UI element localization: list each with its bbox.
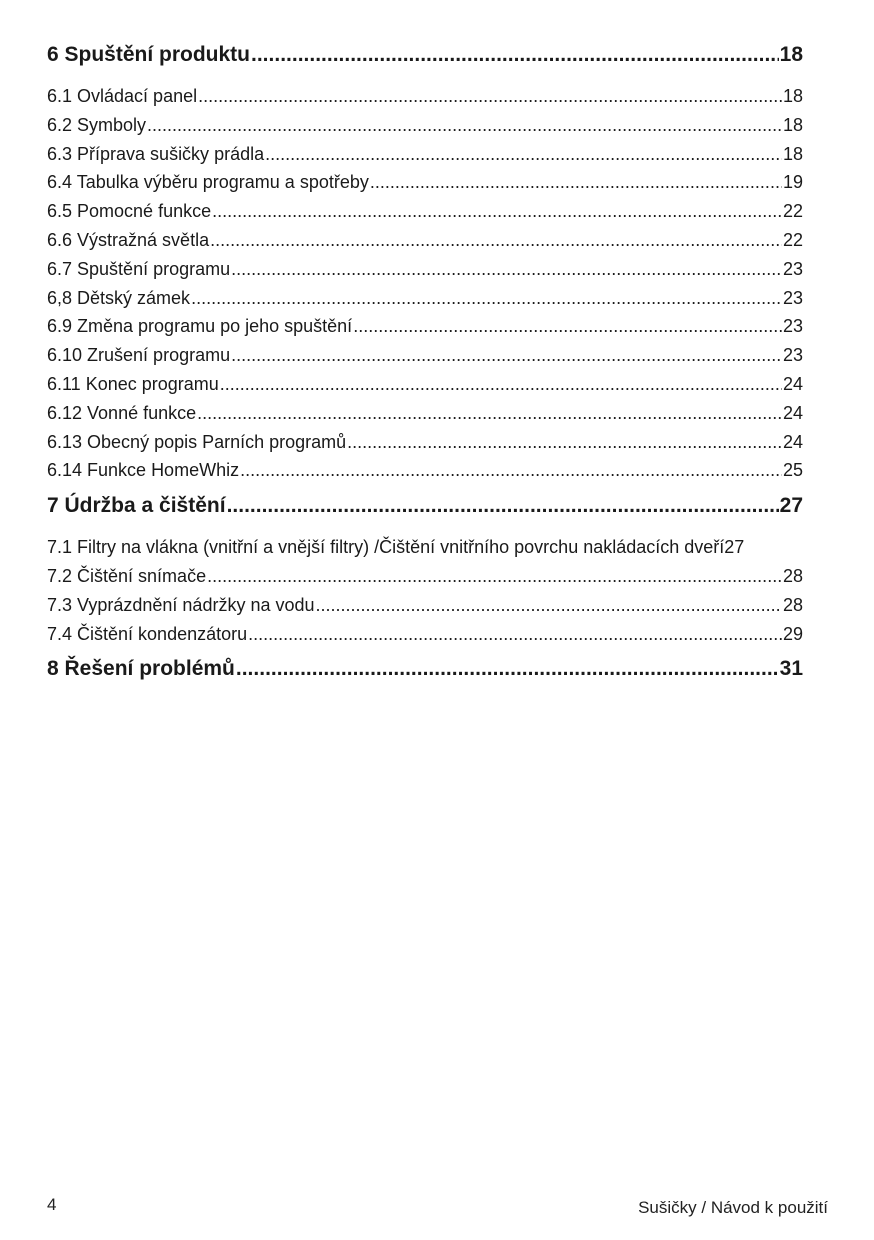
- toc-item-title: 6.10 Zrušení programu: [47, 345, 231, 366]
- toc-page-number: 18: [782, 114, 803, 135]
- table-of-contents: [47, 40, 803, 684]
- toc-item-6-2[interactable]: [47, 111, 803, 140]
- toc-item-title: 7.2 Čištění snímače: [47, 565, 207, 586]
- toc-page-number: 29: [782, 623, 803, 644]
- toc-item-6-4[interactable]: [47, 168, 803, 197]
- toc-chapter-8[interactable]: [47, 654, 803, 684]
- toc-page-number: 22: [782, 229, 803, 250]
- dot-leader: [207, 562, 782, 591]
- toc-page-number: 23: [782, 345, 803, 366]
- toc-item-6-9[interactable]: [47, 312, 803, 341]
- toc-page-number: 25: [782, 460, 803, 481]
- toc-page-number: 24: [782, 431, 803, 452]
- toc-item-6-6[interactable]: [47, 226, 803, 255]
- dot-leader: [251, 40, 779, 70]
- toc-page-number: 31: [779, 657, 803, 681]
- dot-leader: [197, 399, 782, 428]
- toc-item-title: 6.4 Tabulka výběru programu a spotřeby: [47, 172, 369, 193]
- toc-page-number: 28: [782, 565, 803, 586]
- toc-item-7-1[interactable]: [47, 533, 803, 562]
- dot-leader: [198, 82, 782, 111]
- toc-item-title: 6.13 Obecný popis Parních programů: [47, 431, 347, 452]
- dot-leader: [212, 197, 782, 226]
- toc-item-6-11[interactable]: [47, 370, 803, 399]
- toc-chapter-title: 8 Řešení problémů: [47, 657, 235, 681]
- toc-page-number: 24: [782, 402, 803, 423]
- dot-leader: [316, 591, 782, 620]
- toc-item-title: 6.14 Funkce HomeWhiz: [47, 460, 240, 481]
- toc-item-6-1[interactable]: [47, 82, 803, 111]
- toc-item-title: 6.7 Spuštění programu: [47, 258, 231, 279]
- toc-page-number: 23: [782, 287, 803, 308]
- toc-item-title: 6.12 Vonné funkce: [47, 402, 197, 423]
- toc-item-title: 7.3 Vyprázdnění nádržky na vodu: [47, 594, 315, 615]
- toc-item-title: 6.11 Konec programu: [47, 373, 219, 394]
- toc-item-6-10[interactable]: [47, 341, 803, 370]
- toc-item-title: 7.4 Čištění kondenzátoru: [47, 623, 248, 644]
- toc-item-7-4[interactable]: [47, 620, 803, 649]
- toc-item-title: 7.1 Filtry na vlákna (vnitřní a vnější filtry) /Čištění vnitřního povrchu nakládacích dveří: [47, 537, 725, 558]
- toc-item-title: 6.9 Změna programu po jeho spuštění: [47, 316, 353, 337]
- dot-leader: [347, 428, 782, 457]
- dot-leader: [248, 620, 782, 649]
- dot-leader: [370, 168, 782, 197]
- toc-item-6-8[interactable]: [47, 284, 803, 313]
- footer-page-number: 4: [47, 1195, 57, 1214]
- dot-leader: [231, 341, 782, 370]
- toc-item-7-2[interactable]: [47, 562, 803, 591]
- toc-item-title: 6.3 Příprava sušičky prádla: [47, 143, 265, 164]
- toc-chapter-6[interactable]: [47, 40, 803, 70]
- toc-page-number: 22: [782, 201, 803, 222]
- toc-page-number: 18: [779, 43, 803, 66]
- toc-chapter-title: 7 Údržba a čištění: [47, 494, 226, 518]
- toc-page-number: 19: [782, 172, 803, 193]
- toc-item-title: 6.1 Ovládací panel: [47, 86, 198, 106]
- toc-item-6-7[interactable]: [47, 255, 803, 284]
- toc-page-number: 18: [782, 143, 803, 164]
- toc-page-number: 23: [782, 316, 803, 337]
- toc-chapter-7[interactable]: [47, 491, 803, 521]
- footer-document-title: Sušičky / Návod k použití: [638, 1198, 828, 1217]
- dot-leader: [227, 491, 779, 521]
- toc-item-title: 6,8 Dětský zámek: [47, 287, 191, 308]
- dot-leader: [210, 226, 782, 255]
- toc-page-number: 24: [782, 373, 803, 394]
- toc-page-number: 28: [782, 594, 803, 615]
- dot-leader: [236, 654, 779, 684]
- toc-chapter-title: 6 Spuštění produktu: [47, 43, 251, 66]
- toc-page-number: 18: [782, 86, 803, 106]
- toc-item-title: 6.6 Výstražná světla: [47, 229, 210, 250]
- toc-item-7-3[interactable]: [47, 591, 803, 620]
- toc-item-6-3[interactable]: [47, 140, 803, 169]
- dot-leader: [231, 255, 782, 284]
- dot-leader: [220, 370, 782, 399]
- dot-leader: [265, 140, 782, 169]
- toc-item-6-14[interactable]: [47, 456, 803, 485]
- dot-leader: [147, 111, 782, 140]
- toc-item-title: 6.5 Pomocné funkce: [47, 201, 212, 222]
- toc-item-6-13[interactable]: [47, 428, 803, 457]
- toc-item-6-5[interactable]: [47, 197, 803, 226]
- dot-leader: [353, 312, 782, 341]
- toc-item-6-12[interactable]: [47, 399, 803, 428]
- dot-leader: [191, 284, 782, 313]
- toc-page-number: 27: [779, 494, 803, 518]
- toc-page-number: 23: [782, 258, 803, 279]
- dot-leader: [240, 456, 782, 485]
- toc-item-title: 6.2 Symboly: [47, 114, 147, 135]
- toc-page-number: 27: [724, 537, 745, 558]
